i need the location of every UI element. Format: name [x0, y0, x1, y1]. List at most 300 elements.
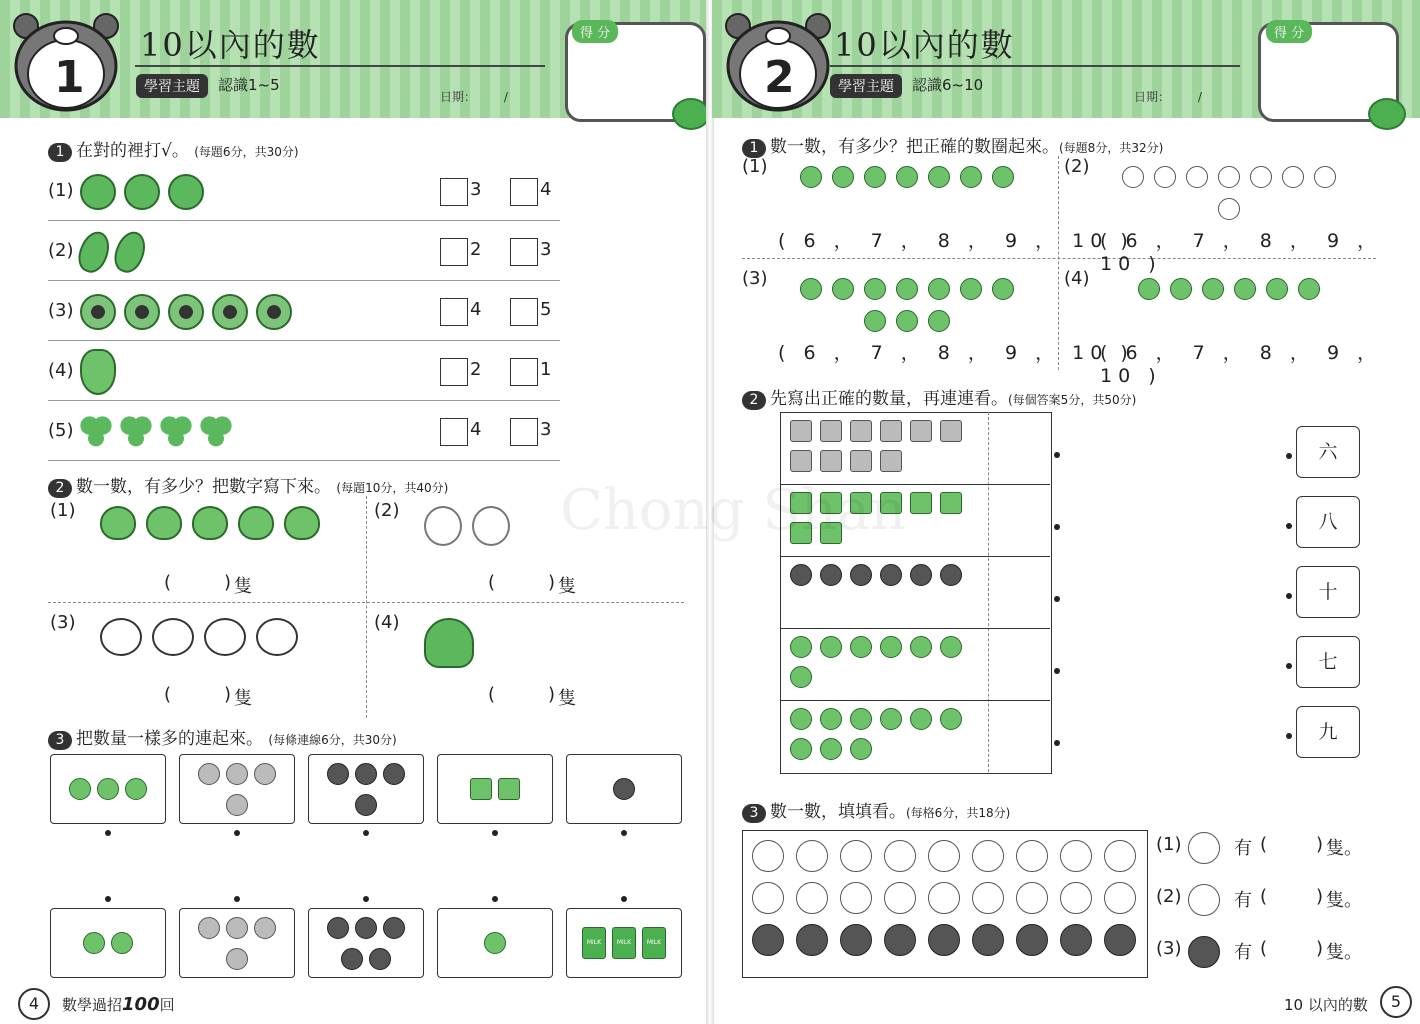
lesson-number: 2 — [764, 52, 795, 103]
count-table-row-divider — [780, 628, 1050, 629]
match-dot[interactable] — [1054, 740, 1060, 746]
answer-option-label: 3 — [470, 179, 482, 200]
footer-book-end: 回 — [159, 996, 175, 1014]
q1-number: 1 — [48, 143, 72, 162]
heart-icon — [896, 278, 918, 300]
match-dot[interactable] — [1054, 668, 1060, 674]
sunflower-icon — [80, 294, 116, 330]
answer-checkbox[interactable] — [510, 298, 538, 326]
match-dot[interactable] — [1286, 453, 1292, 459]
car-icon — [850, 564, 872, 586]
q1-row-label: (1) — [48, 180, 74, 201]
burger-icon — [613, 778, 635, 800]
theme-text: 認識6~10 — [912, 76, 984, 94]
answer-option-label: 4 — [470, 419, 482, 440]
footer-book-name: 數學過招 — [62, 996, 123, 1014]
rabbit-icon — [796, 882, 828, 914]
flower-icon — [97, 778, 119, 800]
match-dot[interactable] — [1286, 663, 1292, 669]
doll-icon — [820, 636, 842, 658]
r-q2-note: (每個答案5分，共50分) — [1008, 393, 1137, 407]
q2-cell-label: (1) — [50, 500, 76, 521]
sunflower-icon — [124, 294, 160, 330]
fish-icon — [1202, 278, 1224, 300]
q2-heading — [48, 472, 448, 498]
cucumber-icon — [355, 917, 377, 939]
broccoli-icon — [850, 708, 872, 730]
dumpling-icon — [1154, 166, 1176, 188]
heart-icon — [800, 278, 822, 300]
r-q1-choices[interactable]: ( 6 ， 7 ， 8 ， 9 ， 10 ) — [778, 230, 1134, 252]
shuttlecock-icon — [226, 763, 248, 785]
number-word-box: 九 — [1296, 706, 1360, 758]
doll-icon — [850, 636, 872, 658]
clover-icon — [80, 416, 112, 448]
fill-unit: 隻。 — [1326, 838, 1362, 859]
count-answer-blank[interactable] — [990, 414, 1048, 482]
pig-icon — [1188, 832, 1220, 864]
q2-divider-h — [48, 602, 684, 603]
bottle-icon — [880, 420, 902, 442]
date-field — [1134, 88, 1202, 105]
car-icon — [820, 564, 842, 586]
answer-option-label: 2 — [470, 359, 482, 380]
q1-text: 在對的裡打√。 — [76, 141, 189, 161]
bottle-icon — [790, 450, 812, 472]
sandwich-icon — [498, 778, 520, 800]
page-number-left: 4 — [18, 988, 50, 1020]
shuttlecock-icon — [226, 794, 248, 816]
match-dot[interactable] — [234, 896, 240, 902]
milk-icon: MILK — [612, 927, 636, 959]
fish-icon — [1234, 278, 1256, 300]
heart-icon — [864, 278, 886, 300]
pepper-icon — [80, 349, 116, 395]
doll-icon — [790, 666, 812, 688]
r-q1-choices[interactable]: ( 6 ， 7 ， 8 ， 9 ， 10 ) — [1100, 342, 1383, 387]
parrot-icon — [800, 166, 822, 188]
q1-row-icons — [80, 170, 204, 214]
bird-icon — [284, 506, 320, 540]
fill-paren-close: ) — [1316, 938, 1324, 959]
answer-paren-open: ( — [488, 572, 496, 593]
rabbit-icon — [928, 882, 960, 914]
fill-label: (1) — [1156, 834, 1182, 855]
answer-paren-close: ) — [224, 572, 232, 593]
lion-icon — [1104, 924, 1136, 956]
rabbit-icon — [1104, 882, 1136, 914]
apple-icon — [168, 174, 204, 210]
footer-book-title — [62, 994, 175, 1015]
pig-icon — [884, 840, 916, 872]
bird-icon — [146, 506, 182, 540]
bottle-icon — [850, 450, 872, 472]
page-number-right: 5 — [1380, 986, 1412, 1018]
apple-icon — [80, 174, 116, 210]
broccoli-icon — [790, 738, 812, 760]
broccoli-icon — [910, 708, 932, 730]
car-icon — [910, 564, 932, 586]
clover-icon — [160, 416, 192, 448]
tomato-icon — [111, 932, 133, 954]
count-answer-blank[interactable] — [990, 486, 1048, 554]
heart-icon — [928, 310, 950, 332]
q2-number: 2 — [48, 479, 72, 498]
lion-icon — [1060, 924, 1092, 956]
lion-icon — [752, 924, 784, 956]
broccoli-icon — [790, 708, 812, 730]
milk-icon: MILK — [642, 927, 666, 959]
match-dot[interactable] — [1054, 596, 1060, 602]
cookie-icon — [355, 763, 377, 785]
squirrel-icon — [100, 618, 142, 656]
answer-option-label: 3 — [540, 419, 552, 440]
answer-paren-close: ) — [548, 572, 556, 593]
fill-paren-open: ( — [1260, 886, 1268, 907]
fill-unit: 隻。 — [1326, 890, 1362, 911]
match-dot[interactable] — [1286, 733, 1292, 739]
doll-icon — [790, 636, 812, 658]
q2-cell-label: (4) — [374, 612, 400, 633]
rabbit-icon — [1188, 884, 1220, 916]
q2-cell-label: (2) — [374, 500, 400, 521]
pig-icon — [1016, 840, 1048, 872]
pig-icon — [972, 840, 1004, 872]
cucumber-icon — [383, 917, 405, 939]
fish-icon — [226, 948, 248, 970]
q2-cell-icons — [100, 506, 340, 540]
q1-row-icons — [80, 410, 232, 454]
eggplant-icon — [110, 227, 151, 276]
r-q1-note: (每題8分，共32分) — [1059, 141, 1164, 155]
animal-icons — [752, 840, 1142, 956]
lion-icon — [928, 924, 960, 956]
fill-has: 有 — [1234, 942, 1252, 963]
sandwich-icon — [470, 778, 492, 800]
broccoli-icon — [820, 708, 842, 730]
tomato-icon — [83, 932, 105, 954]
count-row-icons — [790, 708, 980, 760]
q3-heading — [48, 724, 397, 750]
match-dot[interactable] — [105, 896, 111, 902]
match-dot[interactable] — [1054, 452, 1060, 458]
q1-row-divider — [48, 460, 560, 461]
match-dot[interactable] — [492, 830, 498, 836]
answer-paren-open: ( — [164, 684, 172, 705]
match-box-bottom — [437, 908, 553, 978]
match-dot[interactable] — [621, 830, 627, 836]
rabbit-icon — [752, 882, 784, 914]
q1-row-label: (2) — [48, 240, 74, 261]
r-q3-text: 數一數，填填看。 — [770, 802, 906, 822]
q1-row-divider — [48, 340, 560, 341]
number-word-box: 十 — [1296, 566, 1360, 618]
match-box-top — [437, 754, 553, 824]
squirrel-icon — [256, 618, 298, 656]
dumpling-icon — [1250, 166, 1272, 188]
dumpling-icon — [1122, 166, 1144, 188]
q1-note: (每題6分，共30分) — [194, 145, 299, 159]
cookie-icon — [327, 763, 349, 785]
dumpling-icon — [1282, 166, 1304, 188]
match-dot[interactable] — [492, 896, 498, 902]
title-rule — [135, 65, 545, 67]
pig-icon — [796, 840, 828, 872]
lesson-number: 1 — [54, 52, 85, 103]
q2-cell-label: (3) — [50, 612, 76, 633]
lion-icon — [796, 924, 828, 956]
bird-icon — [100, 506, 136, 540]
r-q1-cell-label: (4) — [1064, 268, 1090, 289]
car-icon — [940, 564, 962, 586]
fill-paren-open: ( — [1260, 938, 1268, 959]
cucumber-icon — [341, 948, 363, 970]
q1-row-divider — [48, 220, 560, 221]
r-q3-number: 3 — [742, 804, 766, 823]
dumpling-icon — [1218, 166, 1240, 188]
fill-answer-blank[interactable] — [1272, 886, 1312, 910]
pig-icon — [752, 840, 784, 872]
lion-icon — [1188, 936, 1220, 968]
bird-icon — [238, 506, 274, 540]
footer-book-num: 100 — [122, 994, 160, 1015]
footer-chapter-title: 10 以內的數 — [1284, 996, 1368, 1014]
lollipop-icon — [484, 932, 506, 954]
match-dot[interactable] — [1286, 593, 1292, 599]
answer-checkbox[interactable] — [510, 418, 538, 446]
date-label: 日期： — [1134, 90, 1171, 104]
match-box-bottom — [50, 908, 166, 978]
theme-text: 認識1~5 — [218, 76, 280, 94]
r-q1-choices[interactable]: ( 6 ， 7 ， 8 ， 9 ， 10 ) — [1100, 230, 1383, 275]
answer-option-label: 2 — [470, 239, 482, 260]
r-q2-heading — [742, 384, 1136, 410]
heart-icon — [864, 310, 886, 332]
parrot-icon — [960, 166, 982, 188]
count-answer-blank[interactable] — [990, 630, 1048, 698]
match-box-top — [566, 754, 682, 824]
parrot-icon — [832, 166, 854, 188]
date-label: 日期： — [440, 90, 477, 104]
r-q2-text: 先寫出正確的數量，再連連看。 — [770, 389, 1008, 409]
page-title: 10以內的數 — [140, 26, 321, 64]
q3-note: (每條連線6分，共30分) — [268, 733, 397, 747]
q1-heading — [48, 136, 299, 162]
sunflower-icon — [212, 294, 248, 330]
fill-label: (2) — [1156, 886, 1182, 907]
fill-unit: 隻。 — [1326, 942, 1362, 963]
squirrel-icon — [204, 618, 246, 656]
answer-checkbox[interactable] — [510, 178, 538, 206]
r-q3-note: (每格6分，共18分) — [906, 806, 1011, 820]
rabbit-icon — [1016, 882, 1048, 914]
rabbit-icon — [1060, 882, 1092, 914]
answer-blank[interactable] — [500, 572, 544, 596]
flower-icon — [69, 778, 91, 800]
r-q1-cell-label: (3) — [742, 268, 768, 289]
match-dot[interactable] — [1054, 524, 1060, 530]
pig-icon — [840, 840, 872, 872]
match-box-top — [308, 754, 424, 824]
count-table-row-divider — [780, 700, 1050, 701]
apple-icon — [124, 174, 160, 210]
fish-icon — [254, 917, 276, 939]
broccoli-icon — [850, 738, 872, 760]
match-dot[interactable] — [105, 830, 111, 836]
answer-paren-close: ) — [224, 684, 232, 705]
count-row-icons — [790, 564, 980, 586]
date-separator: / — [1197, 90, 1202, 104]
match-dot[interactable] — [363, 896, 369, 902]
fill-paren-open: ( — [1260, 834, 1268, 855]
q2-text: 數一數，有多少？把數字寫下來。 — [76, 477, 331, 497]
parrot-icon — [992, 166, 1014, 188]
q1-row-icons — [80, 290, 292, 334]
answer-blank[interactable] — [176, 572, 220, 596]
q1-row-icons — [80, 350, 116, 394]
q1-row-icons — [80, 230, 144, 274]
unit-label: 隻 — [558, 576, 576, 597]
rabbit-icon — [840, 882, 872, 914]
count-answer-blank[interactable] — [990, 558, 1048, 626]
r-q1-cell-icons — [1114, 166, 1344, 220]
match-box-bottom — [308, 908, 424, 978]
r-q1-cell-label: (2) — [1064, 156, 1090, 177]
fill-answer-blank[interactable] — [1272, 834, 1312, 858]
answer-blank[interactable] — [500, 684, 544, 708]
flower-icon — [125, 778, 147, 800]
shuttlecock-icon — [254, 763, 276, 785]
answer-checkbox[interactable] — [510, 238, 538, 266]
dumpling-icon — [1186, 166, 1208, 188]
answer-option-label: 3 — [540, 239, 552, 260]
fish-icon — [1298, 278, 1320, 300]
cookie-icon — [355, 794, 377, 816]
fill-paren-close: ) — [1316, 834, 1324, 855]
heart-icon — [896, 310, 918, 332]
q3-number: 3 — [48, 731, 72, 750]
q3-text: 把數量一樣多的連起來。 — [76, 729, 263, 749]
duck-icon — [472, 506, 510, 546]
answer-checkbox[interactable] — [510, 358, 538, 386]
r-q1-cell-icons — [792, 166, 1022, 188]
clover-icon — [120, 416, 152, 448]
number-word-box: 七 — [1296, 636, 1360, 688]
fill-answer-blank[interactable] — [1272, 938, 1312, 962]
parrot-icon — [864, 166, 886, 188]
r-q1-cell-icons — [792, 278, 1022, 332]
unit-label: 隻 — [234, 688, 252, 709]
match-dot[interactable] — [234, 830, 240, 836]
number-word-box: 八 — [1296, 496, 1360, 548]
fish-icon — [226, 917, 248, 939]
doll-icon — [880, 636, 902, 658]
q2-divider-v — [366, 496, 367, 718]
r-q2-number: 2 — [742, 391, 766, 410]
answer-checkbox[interactable] — [440, 178, 468, 206]
answer-blank[interactable] — [176, 684, 220, 708]
car-icon — [790, 564, 812, 586]
match-dot[interactable] — [1286, 523, 1292, 529]
broccoli-icon — [820, 738, 842, 760]
fish-icon — [1138, 278, 1160, 300]
match-box-top — [179, 754, 295, 824]
match-dot[interactable] — [621, 896, 627, 902]
match-box-bottom — [566, 908, 682, 978]
bottle-icon — [790, 420, 812, 442]
sunflower-icon — [168, 294, 204, 330]
heart-icon — [928, 278, 950, 300]
q2-note: (每題10分，共40分) — [336, 481, 449, 495]
duck-icon — [424, 506, 462, 546]
answer-checkbox[interactable] — [440, 298, 468, 326]
match-dot[interactable] — [363, 830, 369, 836]
match-box-top — [50, 754, 166, 824]
frog-icon — [672, 98, 708, 130]
r-q1-choices[interactable]: ( 6 ， 7 ， 8 ， 9 ， 10 ) — [778, 342, 1134, 364]
broccoli-icon — [880, 708, 902, 730]
heart-icon — [832, 278, 854, 300]
bottle-icon — [820, 450, 842, 472]
date-field — [440, 88, 508, 105]
cucumber-icon — [369, 948, 391, 970]
r-q1-text: 數一數，有多少？把正確的數圈起來。 — [770, 137, 1059, 157]
milk-carton-icon — [940, 492, 962, 514]
answer-checkbox[interactable] — [440, 358, 468, 386]
fish-icon — [1170, 278, 1192, 300]
count-row-icons — [790, 420, 980, 472]
car-icon — [880, 564, 902, 586]
pig-icon — [928, 840, 960, 872]
cookie-icon — [383, 763, 405, 785]
answer-checkbox[interactable] — [440, 238, 468, 266]
dumpling-icon — [1218, 198, 1240, 220]
fill-has: 有 — [1234, 838, 1252, 859]
bottle-icon — [940, 420, 962, 442]
q1-row-label: (4) — [48, 360, 74, 381]
count-answer-blank[interactable] — [990, 702, 1048, 770]
answer-option-label: 1 — [540, 359, 552, 380]
octopus-icon — [424, 618, 474, 668]
r-q1-cell-icons — [1114, 278, 1344, 300]
bird-icon — [192, 506, 228, 540]
count-table-row-divider — [780, 556, 1050, 557]
fill-has: 有 — [1234, 890, 1252, 911]
r-q3-heading — [742, 797, 1010, 823]
lion-icon — [840, 924, 872, 956]
lion-icon — [884, 924, 916, 956]
unit-label: 隻 — [234, 576, 252, 597]
doll-icon — [910, 636, 932, 658]
date-separator: / — [503, 90, 508, 104]
frog-icon — [1368, 98, 1406, 130]
q1-row-divider — [48, 280, 560, 281]
watermark: Chong Shan — [560, 478, 907, 543]
bottle-icon — [880, 450, 902, 472]
rabbit-icon — [884, 882, 916, 914]
answer-checkbox[interactable] — [440, 418, 468, 446]
squirrel-icon — [152, 618, 194, 656]
lion-icon — [1016, 924, 1048, 956]
q1-row-divider — [48, 400, 560, 401]
theme-tag: 學習主題 — [136, 74, 208, 98]
count-row-icons — [790, 636, 980, 688]
answer-option-label: 5 — [540, 299, 552, 320]
q2-cell-icons — [424, 618, 664, 668]
rabbit-icon — [972, 882, 1004, 914]
answer-paren-open: ( — [488, 684, 496, 705]
q1-row-label: (5) — [48, 420, 74, 441]
